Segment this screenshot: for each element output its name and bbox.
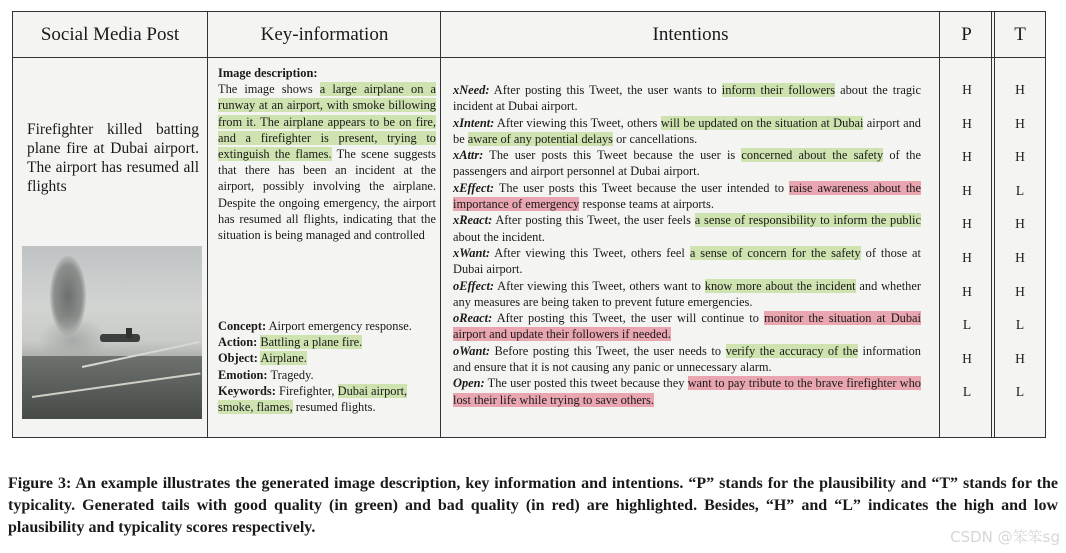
column-divider <box>440 12 441 437</box>
intention-label: xEffect: <box>453 180 495 195</box>
intention-text: airport and be <box>453 115 921 146</box>
bad-highlight: monitor the situation at Dubai airport and update their followers if needed. <box>453 311 921 342</box>
t-score: H <box>1015 350 1025 366</box>
action-label: Action: <box>218 335 258 350</box>
emotion-value: Tragedy. <box>270 367 314 382</box>
intention-entry <box>453 115 921 147</box>
intention-entry <box>453 310 921 342</box>
p-score: L <box>962 317 972 333</box>
intention-entry <box>453 343 921 375</box>
t-score: L <box>1015 182 1025 198</box>
good-highlight: aware of any potential delays <box>467 131 613 146</box>
intention-label: xIntent: <box>453 115 495 130</box>
p-score: L <box>962 384 972 400</box>
object-label: Object: <box>218 351 258 366</box>
header-intentions: Intentions <box>442 12 939 57</box>
bad-highlight: want to pay tribute to the brave firefighter who lost their life while trying to save others. <box>453 376 922 407</box>
good-highlight: know more about the incident <box>704 278 856 293</box>
header-t: T <box>995 12 1045 57</box>
concept-label: Concept: <box>218 319 267 333</box>
t-score: H <box>1015 249 1025 265</box>
keywords-tail: resumed flights. <box>292 400 376 415</box>
intention-entry <box>453 245 921 277</box>
t-score: H <box>1015 82 1025 97</box>
header-key-information: Key-information <box>209 12 440 57</box>
good-highlight: concerned about the safety <box>741 148 884 163</box>
intention-text: After posting this Tweet, the user will continue to <box>492 311 765 326</box>
concept-value: Airport emergency response. <box>268 319 412 333</box>
t-score: H <box>1015 216 1025 232</box>
figure-table <box>12 11 1046 438</box>
object-row <box>218 350 436 366</box>
intention-text: After posting this Tweet, the user wants to <box>489 83 722 97</box>
image-description-body <box>218 82 436 242</box>
intention-entry <box>453 82 921 114</box>
good-highlight: a sense of concern for the safety <box>689 245 861 260</box>
good-highlight: a sense of responsibility to inform the public <box>694 213 921 228</box>
good-highlight: will be updated on the situation at Dubai <box>660 115 864 130</box>
key-information-meta <box>218 318 436 415</box>
keywords-highlight: Dubai airport, smoke, flames, <box>218 383 408 415</box>
t-score: H <box>1015 283 1025 299</box>
intention-label: oEffect: <box>453 278 495 293</box>
concept-row <box>218 318 436 334</box>
intention-label: xReact: <box>453 213 493 228</box>
intention-label: xAttr: <box>453 148 484 163</box>
image-description <box>218 65 436 243</box>
p-score: H <box>962 283 972 299</box>
intention-text: The user posted this tweet because they <box>484 376 688 391</box>
post-photo <box>22 246 202 419</box>
t-score: L <box>1015 317 1025 333</box>
intention-entry <box>453 212 921 244</box>
intention-text: After viewing this Tweet, others <box>494 115 661 130</box>
emotion-label: Emotion: <box>218 367 268 382</box>
keywords-label: Keywords: <box>218 383 276 398</box>
intention-entry <box>453 278 921 310</box>
p-score: H <box>962 82 972 97</box>
intention-text: or cancellations. <box>612 131 698 146</box>
object-value: Airplane. <box>260 351 307 366</box>
p-score: H <box>962 350 972 366</box>
column-divider <box>207 12 208 437</box>
t-score: H <box>1015 115 1025 131</box>
p-score: H <box>962 182 972 198</box>
intention-text: response teams at airports. <box>579 196 714 211</box>
image-description-label: Image description: <box>218 66 318 80</box>
column-divider <box>939 12 940 437</box>
intention-text: of those at Dubai airport. <box>453 245 921 277</box>
intention-text: The user posts this Tweet because the user is <box>483 148 742 163</box>
action-value: Battling a plane fire. <box>260 335 363 350</box>
intention-entry <box>453 147 921 179</box>
p-score: H <box>962 149 972 165</box>
p-score: H <box>962 115 972 131</box>
keywords-row <box>218 383 436 415</box>
intention-text: about the incident. <box>453 229 545 244</box>
figure-caption: Figure 3: An example illustrates the generated image description, key information and intentions. “P” stands for the plausibility and “T” stands for the typicality. Generated tails with good quality (in green) and bad quality (in red) are highlighted. Besides, “H” and “L” indicates the high and low plausibility and typicality scores respectively. <box>8 475 1058 536</box>
emotion-row <box>218 367 436 383</box>
p-score: H <box>962 216 972 232</box>
keywords-plain: Firefighter, <box>278 383 338 398</box>
t-score: L <box>1015 384 1025 400</box>
intention-label: oWant: <box>453 343 490 358</box>
intention-text: After posting this Tweet, the user feels <box>492 213 695 228</box>
intention-label: xNeed: <box>453 83 490 97</box>
intention-label: oReact: <box>453 311 493 326</box>
intention-text: about the tragic incident at Dubai airport. <box>453 83 921 114</box>
intention-text: After viewing this Tweet, others want to <box>494 278 705 293</box>
action-row <box>218 334 436 350</box>
intention-text: After viewing this Tweet, others feel <box>489 245 690 260</box>
post-text: Firefighter killed batting plane fire at Dubai airport. The airport has resumed all flights <box>27 121 199 195</box>
runway <box>22 356 202 419</box>
description-segment: The image shows <box>218 82 320 97</box>
p-score: H <box>962 249 972 265</box>
intentions-list <box>453 82 921 408</box>
description-segment: The scene suggests that there has been an incident at the airport, possibly involving the airplane. Despite the ongoing emergency, the airport has resumed all flights, indicating that the situation is being managed and controlled <box>218 147 436 243</box>
airplane <box>100 334 140 342</box>
intention-label: Open: <box>453 376 485 391</box>
watermark: CSDN @笨笨sg <box>950 528 1060 546</box>
intention-text: information and ensure that it is not causing any panic or unnecessary alarm. <box>453 343 921 374</box>
header-social-media-post: Social Media Post <box>13 12 207 57</box>
t-score-column <box>994 82 1046 418</box>
good-highlight: inform their followers <box>721 83 836 97</box>
good-highlight: verify the accuracy of the <box>725 343 858 358</box>
intention-entry <box>453 375 921 407</box>
airplane-tail <box>126 328 132 338</box>
p-score-column <box>941 82 993 418</box>
intention-text: Before posting this Tweet, the user needs to <box>489 343 726 358</box>
intention-text: and whether any measures are being taken to prevent future emergencies. <box>453 278 922 309</box>
bad-highlight: raise awareness about the importance of emergency <box>453 180 921 211</box>
intention-text: The user posts this Tweet because the user intended to <box>494 180 790 195</box>
intention-entry <box>453 180 921 212</box>
description-segment: a large airplane on a runway at an airport, with smoke billowing from it. The airplane appears to be on fire, and a firefighter is present, trying to extinguish the flames. <box>218 82 436 162</box>
header-divider <box>13 57 1045 58</box>
header-p: P <box>941 12 992 57</box>
intention-label: xWant: <box>453 245 490 260</box>
intention-text: of the passengers and airport personnel at Dubai airport. <box>453 148 922 179</box>
t-score: H <box>1015 149 1025 165</box>
